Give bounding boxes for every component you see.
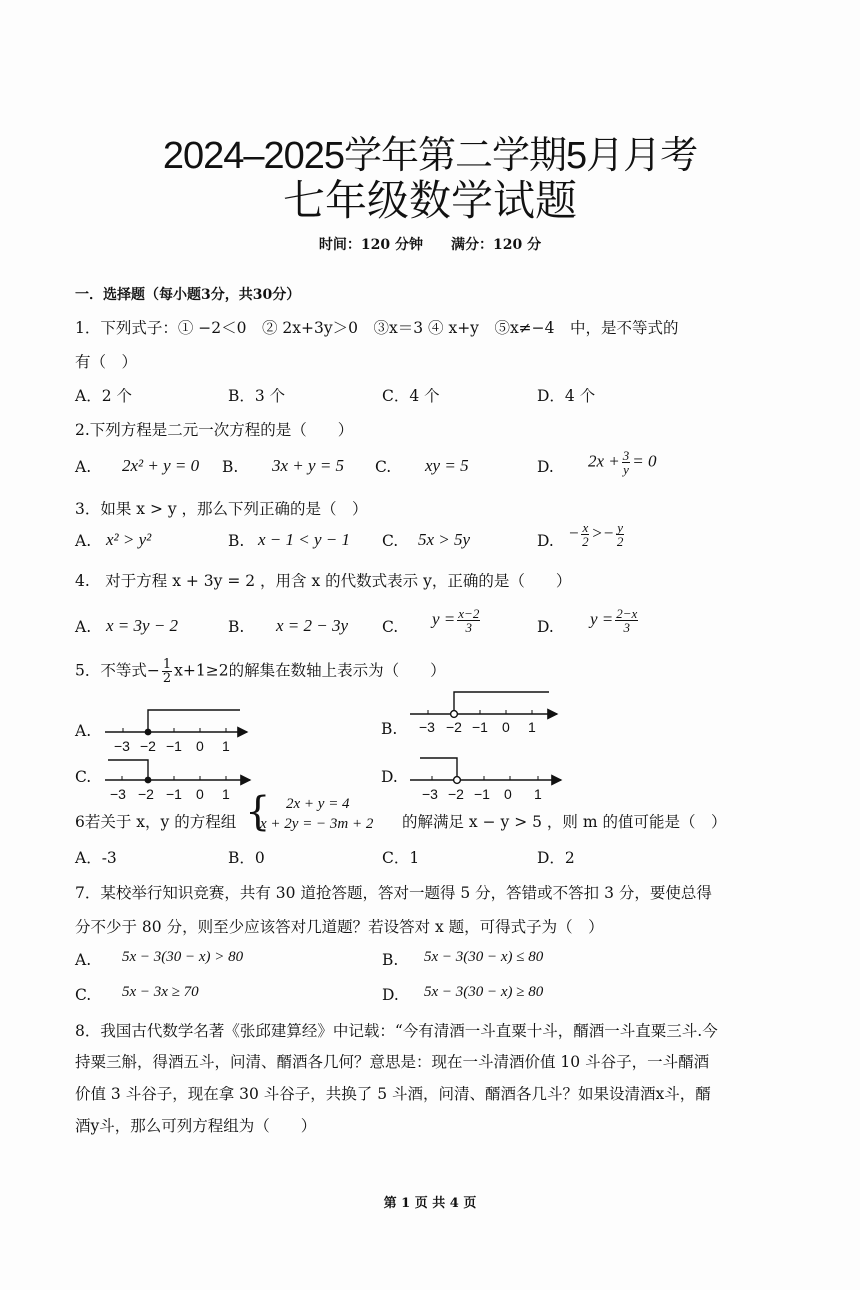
tick-label: −2 <box>448 786 464 802</box>
q7-option-a-label: A. <box>75 951 92 969</box>
q2-option-a-label: A. <box>75 458 92 476</box>
tick-label: −2 <box>446 719 462 735</box>
q5-option-b-label: B. <box>381 720 398 738</box>
q4-option-b: x = 2 − 3y <box>276 616 349 635</box>
q6-equation-1: 2x + y = 4 <box>286 796 350 812</box>
tick-label: 0 <box>196 738 204 754</box>
q6-option-c: C．1 <box>382 849 420 867</box>
q2-option-c-label: C. <box>375 458 392 476</box>
q1-option-d: D．4 个 <box>537 387 596 405</box>
q6-stem-pre: 6若关于 x，y 的方程组 <box>75 813 237 831</box>
q3-option-d: − $\frac{x}{2}$ >− $\frac{y}{2}$ <box>568 520 624 549</box>
q2-option-b-label: B. <box>222 458 239 476</box>
q3-option-a-label: A. <box>75 532 92 550</box>
q3-stem: 3．如果 x > y ，那么下列正确的是（ ） <box>75 500 368 518</box>
q3-option-d-label: D. <box>537 532 554 550</box>
q7-stem: 7．某校举行知识竞赛，共有 30 道抢答题，答对一题得 5 分，答错或不答扣 3 分，要使总得 <box>75 884 712 902</box>
tick-label: −3 <box>419 719 435 735</box>
q7-stem-cont: 分不少于 80 分，则至少应该答对几道题？若设答对 x 题，可得式子为（ ） <box>75 918 604 936</box>
tick-label: −1 <box>474 786 490 802</box>
q8-stem-line-4: 酒y斗，那么可列方程组为（ ） <box>75 1117 317 1135</box>
tick-label: −1 <box>166 738 182 754</box>
q8-stem-line-1: 8．我国古代数学名著《张邱建算经》中记载：“今有清酒一斗直粟十斗，醑酒一斗直粟三斗.今 <box>75 1022 718 1040</box>
q3-option-c: 5x > 5y <box>418 530 471 549</box>
q4-option-a: x = 3y − 2 <box>106 616 179 635</box>
q3-option-b: x − 1 < y − 1 <box>258 530 351 549</box>
tick-label: −1 <box>166 786 182 802</box>
system-brace: { <box>245 789 271 835</box>
tick-label: −2 <box>140 738 156 754</box>
q5-option-d-label: D. <box>381 768 398 786</box>
q1-option-b: B．3 个 <box>228 387 286 405</box>
q6-option-b: B．0 <box>228 849 265 867</box>
q5-option-c-label: C. <box>75 768 92 786</box>
q4-option-c: y = $\frac{x-2}{3}$ <box>432 606 480 635</box>
tick-label: 1 <box>222 786 230 802</box>
q7-option-b-label: B. <box>382 951 399 969</box>
q3-option-a: x² > y² <box>106 530 152 549</box>
q6-option-a: A．-3 <box>75 849 117 867</box>
number-line-c <box>105 760 250 802</box>
tick-label: −3 <box>114 738 130 754</box>
q7-option-c-label: C. <box>75 986 92 1004</box>
q1-stem: 1．下列式子：① −2＜0 ② 2x+3y＞0 ③x＝3 ④ x+y ⑤x≠−4 中，是不等式的 <box>75 319 679 337</box>
section-heading: 一．选择题（每小题3分，共30分） <box>75 287 301 303</box>
q5-stem: 5．不等式− $\frac{1}{2}$ x+1≥2的解集在数轴上表示为（ ） <box>75 657 446 686</box>
q6-stem-post: 的解满足 x − y > 5 ，则 m 的值可能是（ ） <box>402 813 727 831</box>
q2-option-d-label: D. <box>537 458 554 476</box>
number-line-d <box>410 758 561 802</box>
q5-option-a-label: A. <box>75 722 92 740</box>
q3-option-b-label: B. <box>228 532 245 550</box>
q5-number-lines <box>0 680 860 805</box>
q7-option-d-label: D. <box>382 986 399 1004</box>
tick-label: 0 <box>504 786 512 802</box>
tick-label: 1 <box>528 719 536 735</box>
tick-label: 1 <box>222 738 230 754</box>
q4-option-c-label: C. <box>382 618 399 636</box>
q8-stem-line-3: 价值 3 斗谷子，现在拿 30 斗谷子，共换了 5 斗酒，问清、醑酒各几斗？如果设清酒x斗，醑 <box>75 1085 711 1103</box>
q7-option-d: 5x − 3(30 − x) ≥ 80 <box>424 984 544 1000</box>
number-line-a <box>105 710 247 754</box>
q4-option-d: y = $\frac{2-x}{3}$ <box>590 606 638 635</box>
exam-subtitle: 七年级数学试题 <box>282 176 577 225</box>
q7-option-c: 5x − 3x ≥ 70 <box>122 984 199 1000</box>
q7-option-b: 5x − 3(30 − x) ≤ 80 <box>424 949 544 965</box>
tick-label: −2 <box>138 786 154 802</box>
number-line-b <box>410 692 557 735</box>
q1-stem-cont: 有（ ） <box>75 353 138 371</box>
q2-option-d: 2x + $\frac{3}{y}$ = 0 <box>588 448 657 477</box>
q1-option-c: C．4 个 <box>382 387 440 405</box>
q4-option-d-label: D. <box>537 618 554 636</box>
q6-option-d: D．2 <box>537 849 575 867</box>
tick-label: 0 <box>502 719 510 735</box>
q4-stem: 4. 对于方程 x + 3y = 2 ，用含 x 的代数式表示 y，正确的是（ ） <box>75 572 572 590</box>
q2-option-b: 3x + y = 5 <box>272 456 345 475</box>
q2-option-a: 2x² + y = 0 <box>122 456 200 475</box>
q6-equation-2: x + 2y = − 3m + 2 <box>260 816 374 832</box>
q3-option-c-label: C. <box>382 532 399 550</box>
page-footer: 第 1 页 共 4 页 <box>383 1196 477 1211</box>
q7-option-a: 5x − 3(30 − x) > 80 <box>122 949 244 965</box>
q4-option-a-label: A. <box>75 618 92 636</box>
q8-stem-line-2: 持粟三斛，得酒五斗，问清、醑酒各几何？意思是：现在一斗清酒价值 10 斗谷子，一斗醑酒 <box>75 1053 710 1071</box>
time-info: 时间：120 分钟 满分：120 分 <box>318 237 542 253</box>
q1-option-a: A．2 个 <box>75 387 132 405</box>
tick-label: −1 <box>472 719 488 735</box>
tick-label: −3 <box>422 786 438 802</box>
tick-label: −3 <box>110 786 126 802</box>
q4-option-b-label: B. <box>228 618 245 636</box>
tick-label: 1 <box>534 786 542 802</box>
exam-title: 2024–2025学年第二学期5月月考 <box>162 135 698 177</box>
tick-label: 0 <box>196 786 204 802</box>
q2-stem: 2.下列方程是二元一次方程的是（ ） <box>75 421 354 439</box>
q2-option-c: xy = 5 <box>425 456 469 475</box>
